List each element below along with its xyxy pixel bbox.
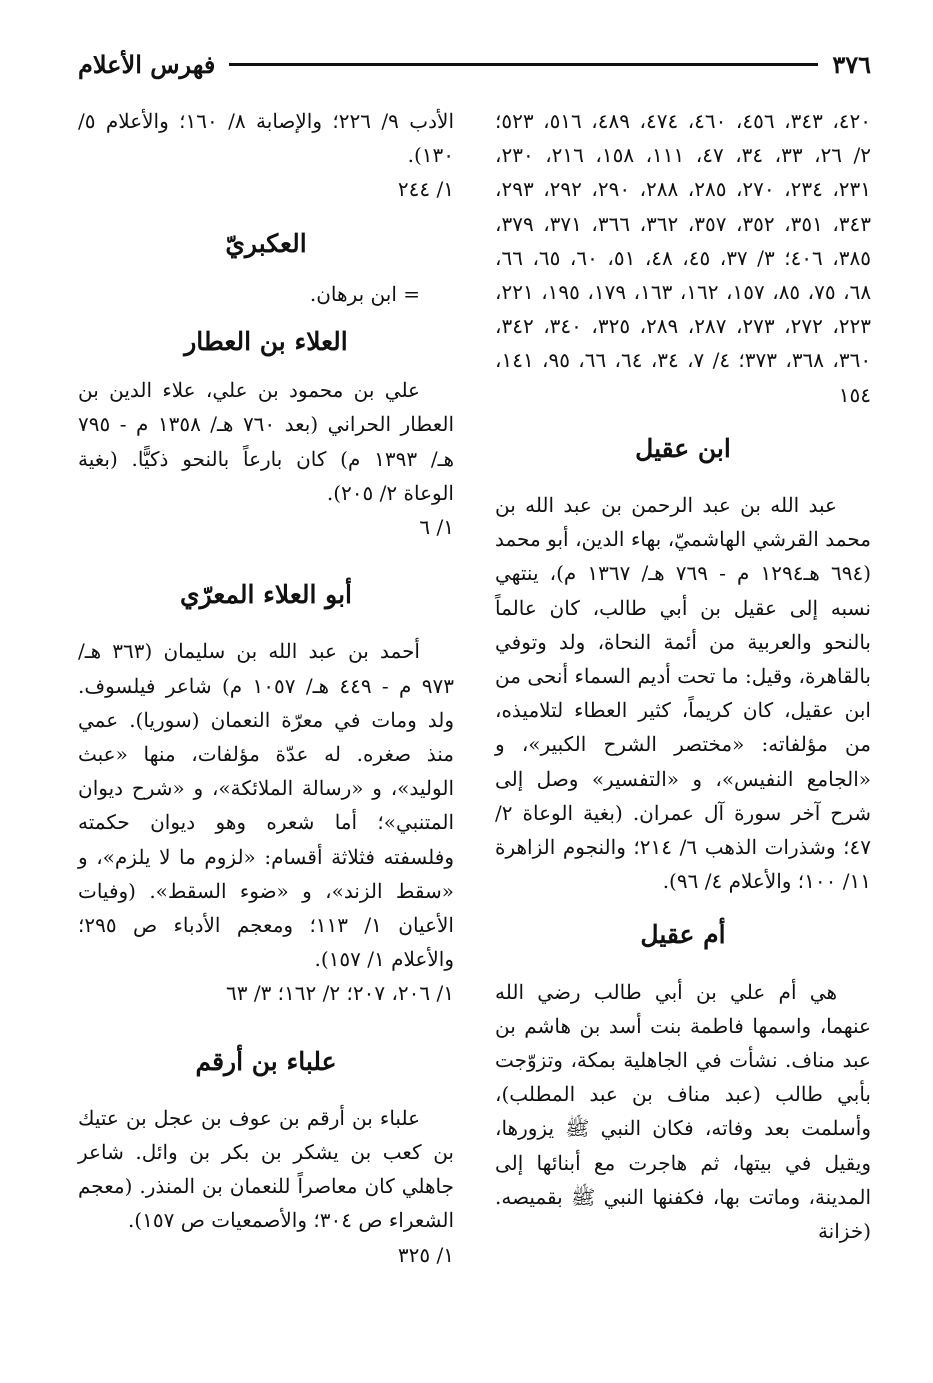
page-number: ٣٧٦ xyxy=(832,49,871,79)
entry-text-abu-alaa-almaarri: أحمد بن عبد الله بن سليمان (٣٦٣ هـ/ ٩٧٣ م - ٤٤٩ هـ/ ١٠٥٧ م) شاعر فيلسوف. ولد ومات في معرّة النعمان (سوريا). عمي منذ صغره. له عدّة مؤلفات، منها «عبث الوليد»، و «رسالة الملائكة»، و «شرح ديوان المتنبي»؛ أما شعره وهو ديوان حكمته وفلسفته فثلاثة أقسام: «لزوم ما لا يلزم»، و «سقط الزند»، و «ضوء السقط». (وفيات الأعيان ١/ ١١٣؛ ومعجم الأدباء ص ٢٩٥؛ والأعلام ١/ ١٥٧). xyxy=(78,639,454,972)
reference-list: ١/ ٣٢٥ xyxy=(397,1242,454,1267)
entry-heading-umm-aqil: أم عقيل xyxy=(640,920,726,950)
entry-heading-ukbari: العكبريّ xyxy=(225,228,307,258)
left-column xyxy=(78,104,454,1272)
reference-list: ١/ ٢٠٦، ٢٠٧؛ ٢/ ١٦٢؛ ٣/ ٦٣ xyxy=(225,981,454,1006)
continuation-text: الأدب ٩/ ٢٢٦؛ والإصابة ٨/ ١٦٠؛ والأعلام ٥/ ١٣٠). xyxy=(78,109,454,168)
running-header xyxy=(78,44,871,84)
entry-text-ibn-aqil: عبد الله بن عبد الرحمن بن عبد الله بن محمد القرشي الهاشميّ، بهاء الدين، أبو محمد (٦٩٤ هـ١٢٩٤ م - ٧٦٩ هـ/ ١٣٦٧ م)، ينتهي نسبه إلى عقيل بن أبي طالب، كان عالماً بالنحو والعربية من أئمة النحاة، ولد وتوفي بالقاهرة، وقيل: ما تحت أديم السماء أنحى من ابن عقيل، كان كريماً، كثير العطاء لتلاميذه، من مؤلفاته: «مختصر الشرح الكبير»، و «الجامع النفيس»، و «التفسير» وصل إلى شرح آخر سورة آل عمران. (بغية الوعاة ٢/ ٤٧؛ وشذرات الذهب ٦/ ٢١٤؛ والنجوم الزاهرة ١١/ ١٠٠؛ والأعلام ٤/ ٩٦). xyxy=(495,493,872,894)
reference-list: ١/ ٢٤٤ xyxy=(397,177,454,202)
entry-text-ukbari: = ابن برهان. xyxy=(309,281,420,306)
header-rule xyxy=(229,63,818,66)
reference-list: ١/ ٦ xyxy=(419,515,454,540)
entry-text-alaa-ibn-alattar: علي بن محمود بن علي، علاء الدين بن العطار الحراني (بعد ٧٦٠ هـ/ ١٣٥٨ م - ٧٩٥ هـ/ ١٣٩٣ م) كان بارعاً بالنحو ذكيًّا. (بغية الوعاة ٢/ ٢٠٥). xyxy=(78,378,454,505)
entry-text-umm-aqil: هي أم علي بن أبي طالب رضي الله عنهما، واسمها فاطمة بنت أسد بن هاشم بن عبد مناف. نشأت في الجاهلية بمكة، وتزوّجت بأبي طالب (عبد مناف بن عبد المطلب)، وأسلمت بعد وفاته، فكان النبي ﷺ يزورها، ويقيل في بيتها، ثم هاجرت مع أبنائها إلى المدينة، وماتت بها، فكفنها النبي ﷺ بقميصه. (خزانة xyxy=(495,979,871,1244)
entry-heading-abu-alaa-almaarri: أبو العلاء المعرّي xyxy=(180,580,352,610)
entry-text-ilba-ibn-arqam: علباء بن أرقم بن عوف بن عجل بن عتيك بن كعب بن يشكر بن بكر بن وائل. شاعر جاهلي كان معاصراً للنعمان بن المنذر. (معجم الشعراء ص ٣٠٤؛ والأصمعيات ص ١٥٧). xyxy=(78,1105,454,1233)
right-column xyxy=(495,104,871,1248)
reference-list: ٤٢٠، ٣٤٣، ٤٥٦، ٤٦٠، ٤٧٤، ٤٨٩، ٥١٦، ٥٢٣؛ ٢/ ٢٦، ٣٣، ٣٤، ٤٧، ١١١، ١٥٨، ٢١٦، ٢٣٠، ٢٣١، ٢٣٤، ٢٧٠، ٢٨٥، ٢٨٨، ٢٩٠، ٢٩٢، ٢٩٣، ٣٤٣، ٣٥١، ٣٥٢، ٣٥٧، ٣٦٢، ٣٦٦، ٣٧١، ٣٧٩، ٣٨٥، ٤٠٦؛ ٣/ ٣٧، ٤٥، ٤٨، ٥١، ٦٠، ٦٥، ٦٦، ٦٨، ٧٥، ٨٥، ١٥٧، ١٦٢، ١٦٣، ١٧٩، ١٩٥، ٢٢١، ٢٢٣، ٢٧٢، ٢٧٣، ٢٨٧، ٢٨٩، ٣٢٥، ٣٤٠، ٣٤٢، ٣٦٠، ٣٦٨، ٣٧٣؛ ٤/ ٧، ٣٤، ٦٤، ٦٦، ٩٥، ١٤١، ١٥٤ xyxy=(495,109,872,407)
page-title: فهرس الأعلام xyxy=(78,49,216,79)
entry-heading-ibn-aqil: ابن عقيل xyxy=(635,433,731,463)
entry-heading-alaa-ibn-alattar: العلاء بن العطار xyxy=(184,327,348,357)
entry-heading-ilba-ibn-arqam: علباء بن أرقم xyxy=(195,1046,337,1076)
